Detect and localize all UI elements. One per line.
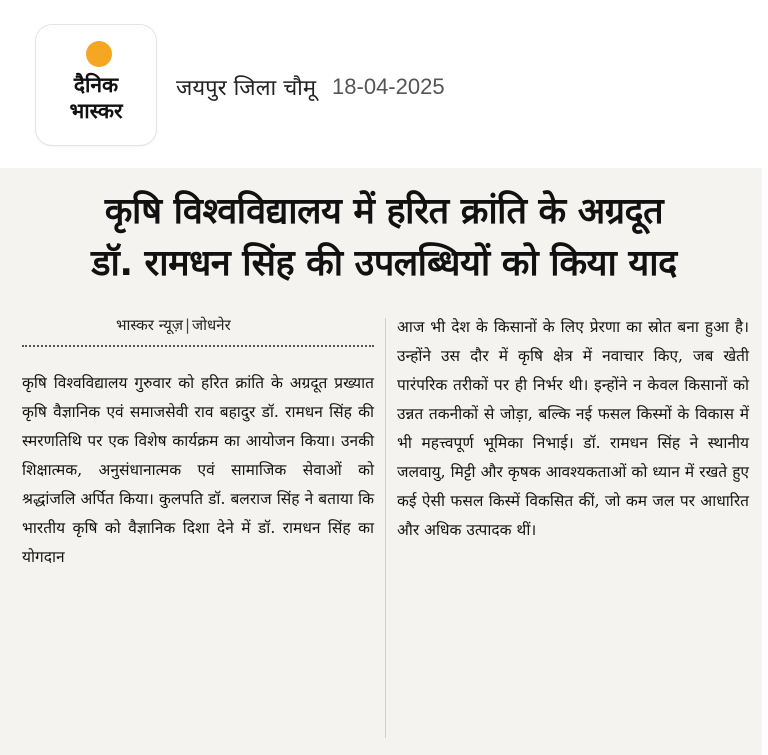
article-column-left (22, 313, 374, 572)
article-paragraph-right: आज भी देश के किसानों के लिए प्रेरणा का स्रोत बना हुआ है। उन्होंने उस दौर में कृषि क्षेत्र में नवाचार किए, जब खेती पारंपरिक तरीकों पर ही निर्भर थी। इन्होंने न केवल किसानों को उन्नत तकनीकों से जोड़ा, बल्कि नई फसल किस्मों के विकास में भी महत्त्वपूर्ण भूमिका निभाई। डॉ. रामधन सिंह ने स्थानीय जलवायु, मिट्टी और कृषक आवश्यकताओं को ध्यान में रखते हुए कई ऐसी फसल किस्में विकसित कीं, जो कम जल पर आधारित और अधिक उत्पादक थीं। (397, 318, 749, 539)
article-paragraph-left: कृषि विश्वविद्यालय गुरुवार को हरित क्रांति के अग्रदूत प्रख्यात कृषि वैज्ञानिक एवं समाजसेवी राव बहादुर डॉ. रामधन सिंह की स्मरणतिथि पर एक विशेष कार्यक्रम का आयोजन किया। उनकी शिक्षात्मक, अनुसंधानात्मक एवं सामाजिक सेवाओं को श्रद्धांजलि अर्पित किया। कुलपति डॉ. बलराज सिंह ने बताया कि भारतीय कृषि को वैज्ञानिक दिशा देने में डॉ. रामधन सिंह का योगदान (22, 374, 374, 566)
post-meta (176, 70, 445, 104)
post-header (0, 0, 768, 155)
date-label: 18-04-2025 (332, 74, 445, 99)
newspaper-clipping (0, 168, 768, 755)
location-label[interactable]: जयपुर जिला चौमू (176, 76, 317, 101)
byline-divider (22, 345, 374, 347)
headline-line-1: कृषि विश्वविद्यालय में हरित क्रांति के अग्रदूत (104, 191, 664, 232)
byline-place: जोधनेर (192, 316, 231, 334)
byline (22, 313, 374, 337)
headline-line-2: डॉ. रामधन सिंह की उपलब्धियों को किया याद (91, 243, 677, 284)
logo-text-line2: भास्कर (69, 99, 123, 123)
dainik-bhaskar-logo[interactable] (36, 25, 156, 145)
logo-text-line1: दैनिक (73, 73, 119, 97)
article-column-right (397, 313, 749, 545)
byline-separator: | (184, 316, 191, 334)
sun-icon (86, 41, 112, 67)
clipping-edge (762, 168, 768, 755)
byline-source: भास्कर न्यूज़ (116, 316, 183, 334)
column-divider (385, 318, 386, 738)
article-headline (14, 186, 754, 290)
